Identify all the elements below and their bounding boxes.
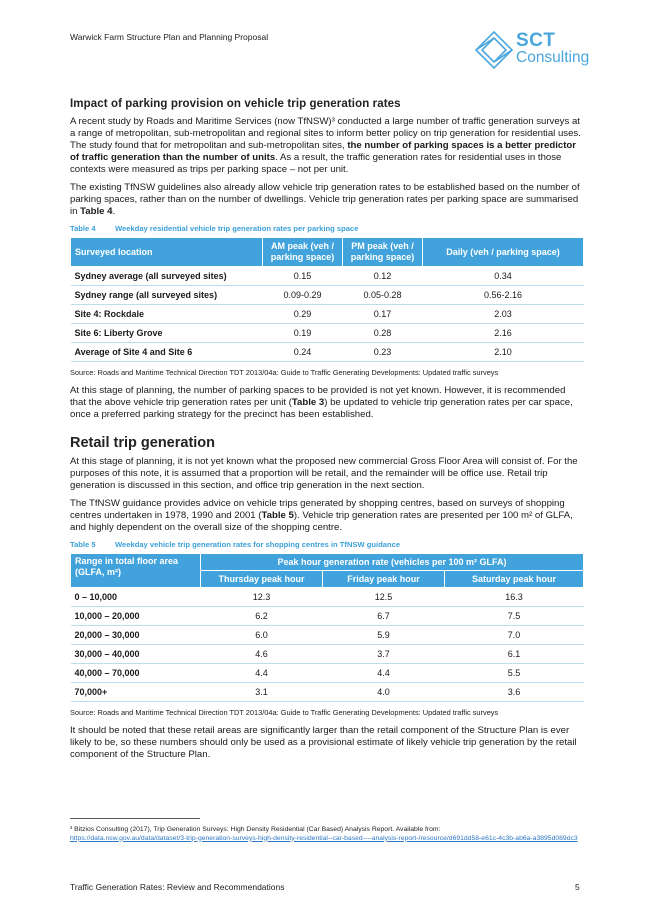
table-cell: 4.4 [201, 664, 323, 683]
document-header-title: Warwick Farm Structure Plan and Planning Proposal [70, 32, 269, 42]
table-cell: 3.6 [445, 683, 584, 702]
table-cell: 0.34 [423, 267, 584, 286]
table5-caption-text: Weekday vehicle trip generation rates for shopping centres in TfNSW guidance [115, 540, 401, 549]
table-cell: 6.1 [445, 645, 584, 664]
table-cell: Average of Site 4 and Site 6 [71, 343, 263, 362]
page-number: 5 [575, 882, 580, 892]
table-cell: 0.09-0.29 [263, 286, 343, 305]
table5-caption-number: Table 5 [70, 540, 96, 549]
footnote-link[interactable]: https://data.nsw.gov.au/data/dataset/3-trip-generation-surveys-high-density-residential--car-based----analysis-report-/resource/d691dd58-e61c-4c3b-ab6a-a3895d089dc3 [70, 834, 578, 842]
table-cell: 70,000+ [71, 683, 201, 702]
table-cell: 40,000 – 70,000 [71, 664, 201, 683]
table-cell: 4.6 [201, 645, 323, 664]
table-cell: 10,000 – 20,000 [71, 607, 201, 626]
table-cell: 6.0 [201, 626, 323, 645]
paragraph-guidelines [70, 182, 584, 218]
table-row [71, 683, 584, 702]
table-cell: Site 6: Liberty Grove [71, 324, 263, 343]
table4-header-am: AM peak (veh / parking space) [263, 238, 343, 267]
paragraph-closing: It should be noted that these retail areas are significantly larger than the retail component of the Structure Plan is ever likely to be, so these numbers should only be used as a provisional estimate of likely vehicle trip generation by the retail component of the Structure Plan. [70, 725, 577, 760]
table-row [71, 343, 584, 362]
logo-text-sct: SCT [516, 30, 556, 51]
table-cell: 0.15 [263, 267, 343, 286]
table5-header-group: Peak hour generation rate (vehicles per 100 m² GLFA) [201, 554, 584, 571]
table-cell: 12.3 [201, 588, 323, 607]
table-cell: Site 4: Rockdale [71, 305, 263, 324]
table-cell: 4.4 [323, 664, 445, 683]
table5-header-saturday: Saturday peak hour [445, 571, 584, 588]
footnote-text: ³ Bitzios Consulting (2017), Trip Generation Surveys: High Density Residential (Car Based) Analysis Report. Available from: [70, 826, 441, 833]
table-reference: Table 5 [261, 510, 294, 521]
page-content [70, 98, 584, 767]
table-row [71, 645, 584, 664]
table-row [71, 607, 584, 626]
table-cell: 6.2 [201, 607, 323, 626]
table-cell: 0.24 [263, 343, 343, 362]
table-cell: 6.7 [323, 607, 445, 626]
table-cell: 0.28 [343, 324, 423, 343]
table5-header-friday: Friday peak hour [323, 571, 445, 588]
table4-header-row [71, 238, 584, 267]
table4-caption [70, 224, 584, 233]
table4-header-daily: Daily (veh / parking space) [423, 238, 584, 267]
paragraph-text: The existing TfNSW guidelines also already allow vehicle trip generation rates to be established based on the number of parking spaces, rather than on the number of dwellings. Vehicle trip generation rates per parking space are summarised in [70, 182, 580, 217]
table-cell: 2.03 [423, 305, 584, 324]
table-cell: 0.19 [263, 324, 343, 343]
table-cell: 5.9 [323, 626, 445, 645]
paragraph-tfnsw-guidance [70, 498, 584, 534]
table4-source: Source: Roads and Maritime Technical Direction TDT 2013/04a: Guide to Traffic Generating Developments: Updated traffic surveys [70, 368, 499, 377]
table4-caption-number: Table 4 [70, 224, 96, 233]
table-cell: 7.0 [445, 626, 584, 645]
table5-header-row [71, 554, 584, 571]
table-cell: 30,000 – 40,000 [71, 645, 201, 664]
table-cell: 5.5 [445, 664, 584, 683]
table5-caption [70, 540, 584, 549]
table5-source: Source: Roads and Maritime Technical Direction TDT 2013/04a: Guide to Traffic Generating Developments: Updated traffic surveys [70, 708, 499, 717]
paragraph-retail-intro: At this stage of planning, it is not yet known what the proposed new commercial Gross Floor Area will consist of. For the purposes of this note, it is assumed that a proportion will be retail, and the remainder will be office use. Retail trip generation is discussed in this section, and office trip generation in the next section. [70, 456, 578, 491]
table-row [71, 626, 584, 645]
section-heading-parking: Impact of parking provision on vehicle trip generation rates [70, 98, 401, 110]
table-cell: 0.56-2.16 [423, 286, 584, 305]
table-row [71, 305, 584, 324]
footer-title: Traffic Generation Rates: Review and Recommendations [70, 882, 285, 892]
paragraph-bold-text: the number of parking spaces is a better predictor of traffic generation than the number of units [70, 140, 577, 163]
table4-header-pm: PM peak (veh / parking space) [343, 238, 423, 267]
table-row [71, 588, 584, 607]
table-reference: Table 4 [80, 206, 113, 217]
table-cell: 12.5 [323, 588, 445, 607]
table-cell: 2.16 [423, 324, 584, 343]
table-cell: 0.12 [343, 267, 423, 286]
paragraph-text: . [112, 206, 116, 217]
paragraph-text: . As a result, the traffic generation rates for residential uses in those contexts were measured as trips per parking space – not per unit. [70, 152, 562, 175]
table-reference: Table 3 [291, 397, 325, 408]
logo-text-consulting: Consulting [516, 49, 590, 66]
paragraph-text: ). Vehicle trip generation rates are presented per 100 m² of GLFA, and highly dependent on the overall size of the shopping centre. [70, 510, 573, 533]
table-row [71, 664, 584, 683]
table-cell: 7.5 [445, 607, 584, 626]
table5-header-thursday: Thursday peak hour [201, 571, 323, 588]
table-cell: Sydney range (all surveyed sites) [71, 286, 263, 305]
footnote [70, 826, 584, 843]
table-cell: 0.05-0.28 [343, 286, 423, 305]
table-cell: 2.10 [423, 343, 584, 362]
table-cell: 0.23 [343, 343, 423, 362]
table-cell: 0.17 [343, 305, 423, 324]
table5 [70, 553, 584, 702]
table4-header-location: Surveyed location [71, 238, 263, 267]
paragraph-parking-stage [70, 385, 584, 421]
paragraph-text: A recent study by Roads and Maritime Services (now TfNSW)³ conducted a large number of traffic generation surveys at a range of metropolitan, sub-metropolitan and regional sites to inform better policy on trip generation for residential uses. The study found that for metropolitan and sub-metropolitan sites, [70, 116, 581, 151]
footnote-divider [70, 818, 200, 819]
table-cell: 3.1 [201, 683, 323, 702]
section-heading-retail: Retail trip generation [70, 435, 216, 451]
paragraph-text: At this stage of planning, the number of parking spaces to be provided is not yet known. However, it is recommended that the above vehicle trip generation rates per unit ( [70, 385, 566, 408]
table-cell: Sydney average (all surveyed sites) [71, 267, 263, 286]
table5-header-range: Range in total floor area (GLFA, m²) [71, 554, 201, 588]
table-cell: 0.29 [263, 305, 343, 324]
logo-diamond-icon [472, 30, 516, 70]
table-cell: 20,000 – 30,000 [71, 626, 201, 645]
table-cell: 16.3 [445, 588, 584, 607]
table4-caption-text: Weekday residential vehicle trip generation rates per parking space [115, 224, 359, 233]
table-row [71, 286, 584, 305]
table-cell: 4.0 [323, 683, 445, 702]
paragraph-study [70, 116, 584, 176]
paragraph-text: The TfNSW guidance provides advice on vehicle trips generated by shopping centres, based on surveys of shopping centres undertaken in 1978, 1990 and 2001 ( [70, 498, 565, 521]
table4 [70, 237, 584, 362]
table-cell: 0 – 10,000 [71, 588, 201, 607]
paragraph-text: ) be updated to vehicle trip generation rates per car space, once a preferred parking strategy for the precinct has been established. [70, 397, 573, 420]
sct-consulting-logo [472, 30, 590, 70]
table-cell: 3.7 [323, 645, 445, 664]
table-row [71, 324, 584, 343]
table-row [71, 267, 584, 286]
